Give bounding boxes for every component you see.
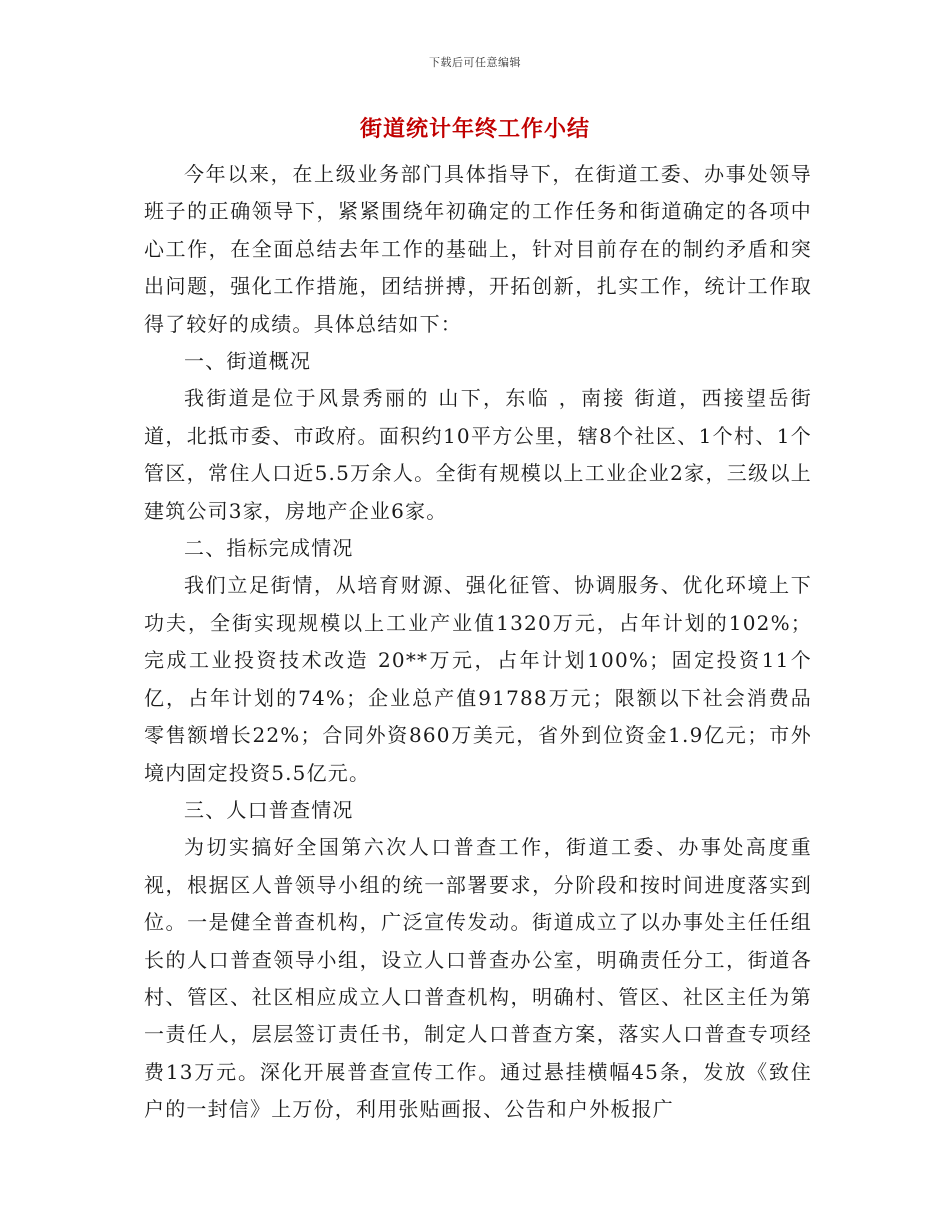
document-body (144, 156, 812, 1129)
section-heading-overview: 一、街道概况 (184, 349, 312, 374)
document-title: 街道统计年终工作小结 (359, 117, 590, 142)
census-paragraph: 为切实搞好全国第六次人口普查工作，街道工委、办事处高度重视，根据区人普领导小组的统一部署要求，分阶段和按时间进度落实到位。一是健全普查机构，广泛宣传发动。街道成立了以办事处主任任组长的人口普查领导小组，设立人口普查办公室，明确责任分工，街道各村、管区、社区相应成立人口普查机构，明确村、管区、社区主任为第一责任人，层层签订责任书，制定人口普查方案，落实人口普查专项经费13万元。深化开展普查宣传工作。通过悬挂横幅45条，发放《致住户的一封信》上万份，利用张贴画报、公告和户外板报广 (144, 835, 812, 1122)
indicators-paragraph: 我们立足街情，从培育财源、强化征管、协调服务、优化环境上下功夫，全街实现规模以上工业产业值1320万元，占年计划的102%；完成工业投资技术改造 20**万元，占年计划100%；固定投资11个亿，占年计划的74%；企业总产值91788万元；限额以下社会消费品零售额增长22%；合同外资860万美元，省外到位资金1.9亿元；市外境内固定投资5.5亿元。 (144, 573, 812, 785)
header-note: 下载后可任意编辑 (429, 56, 521, 69)
section-heading-indicators: 二、指标完成情况 (184, 536, 354, 561)
section-heading-census: 三、人口普查情况 (184, 797, 354, 822)
intro-paragraph: 今年以来，在上级业务部门具体指导下，在街道工委、办事处领导班子的正确领导下，紧紧围绕年初确定的工作任务和街道确定的各项中心工作，在全面总结去年工作的基础上，针对目前存在的制约矛盾和突出问题，强化工作措施，团结拼搏，开拓创新，扎实工作，统计工作取得了较好的成绩。具体总结如下： (144, 162, 812, 336)
overview-paragraph: 我街道是位于风景秀丽的 山下，东临 ，南接 街道，西接望岳街道，北抵市委、市政府。面积约10平方公里，辖8个社区、1个村、1个管区，常住人口近5.5万余人。全街有规模以上工业企业2家，三级以上建筑公司3家，房地产企业6家。 (144, 386, 812, 523)
